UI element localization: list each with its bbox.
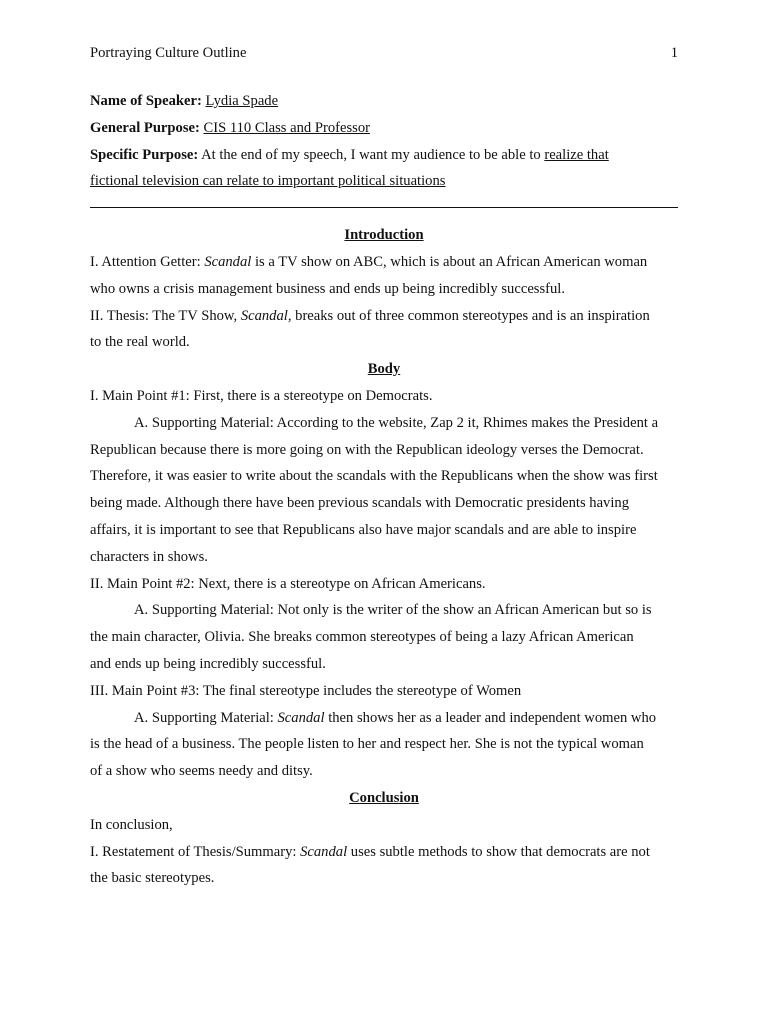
speaker-value: Lydia Spade: [205, 93, 279, 109]
mp3-support-rest: then shows her as a leader and independent women who: [328, 709, 657, 726]
thesis-line-1: [90, 303, 678, 330]
header-title: Portraying Culture Outline: [90, 45, 247, 61]
page-number: 1: [670, 45, 678, 61]
restatement-italic: Scandal: [300, 843, 348, 860]
mp1-support-line-2: Republican because there is more going on with the Republican ideology verses the Democrat.: [90, 441, 644, 458]
document-body: [90, 88, 678, 892]
restatement-line-2: the basic stereotypes.: [90, 870, 215, 887]
introduction-heading: Introduction: [344, 227, 424, 244]
attention-prefix: I. Attention Getter:: [90, 253, 201, 270]
general-purpose-value: CIS 110 Class and Professor: [203, 119, 370, 136]
mp1-support-line-6: characters in shows.: [90, 548, 208, 565]
specific-purpose-text: At the end of my speech, I want my audience to be able to: [201, 146, 541, 163]
speaker-line: [90, 88, 678, 115]
thesis-rest: breaks out of three common stereotypes and is an inspiration: [295, 307, 650, 324]
mp1-support-line-3: Therefore, it was easier to write about the scandals with the Republicans when the show was first: [90, 468, 658, 485]
attention-getter-line-2: who owns a crisis management business and ends up being incredibly successful.: [90, 280, 566, 297]
main-point-3: III. Main Point #3: The final stereotype includes the stereotype of Women: [90, 682, 522, 699]
mp3-support-line-1: [90, 705, 678, 732]
mp3-support-prefix: A. Supporting Material:: [134, 709, 274, 726]
specific-purpose-label: Specific Purpose:: [90, 146, 199, 163]
specific-purpose-underlined-2: fictional television can relate to important political situations: [90, 173, 446, 190]
main-point-2: II. Main Point #2: Next, there is a stereotype on African Americans.: [90, 575, 486, 592]
general-purpose-label: General Purpose:: [90, 119, 200, 136]
specific-purpose-underlined-1: realize that: [544, 146, 609, 163]
specific-purpose-line-2: [90, 168, 678, 195]
attention-italic: Scandal: [204, 253, 252, 270]
restatement-line-1: [90, 839, 678, 866]
thesis-italic: Scandal,: [240, 307, 292, 324]
restatement-rest: uses subtle methods to show that democrats are not: [350, 843, 650, 860]
horizontal-rule: [90, 207, 678, 208]
conclusion-heading: Conclusion: [349, 789, 419, 806]
page-header: [90, 45, 678, 67]
mp1-support-line-4: being made. Although there have been previous scandals with Democratic presidents having: [90, 495, 629, 512]
attention-rest: is a TV show on ABC, which is about an African American woman: [255, 253, 648, 270]
conclusion-intro: In conclusion,: [90, 816, 173, 833]
mp3-support-line-2: is the head of a business. The people listen to her and respect her. She is not the typical woman: [90, 736, 644, 753]
mp1-support-line-1: A. Supporting Material: According to the website, Zap 2 it, Rhimes makes the President a: [134, 414, 659, 431]
speaker-label: Name of Speaker:: [90, 93, 202, 109]
restatement-prefix: I. Restatement of Thesis/Summary:: [90, 843, 297, 860]
mp1-support-line-5: affairs, it is important to see that Republicans also have major scandals and are able to inspire: [90, 521, 637, 538]
mp2-support-line-2: the main character, Olivia. She breaks common stereotypes of being a lazy African American: [90, 629, 634, 646]
mp2-support-line-3: and ends up being incredibly successful.: [90, 655, 326, 672]
mp3-support-italic: Scandal: [277, 709, 325, 726]
attention-getter-line-1: [90, 249, 678, 276]
general-purpose-line: [90, 115, 678, 142]
specific-purpose-line-1: [90, 142, 678, 169]
thesis-line-2: to the real world.: [90, 334, 190, 351]
main-point-1: I. Main Point #1: First, there is a stereotype on Democrats.: [90, 387, 433, 404]
mp2-support-line-1: A. Supporting Material: Not only is the writer of the show an African American but so is: [134, 602, 652, 619]
body-heading: Body: [367, 361, 401, 378]
thesis-prefix: II. Thesis: The TV Show,: [90, 307, 238, 324]
mp3-support-line-3: of a show who seems needy and ditsy.: [90, 763, 313, 780]
